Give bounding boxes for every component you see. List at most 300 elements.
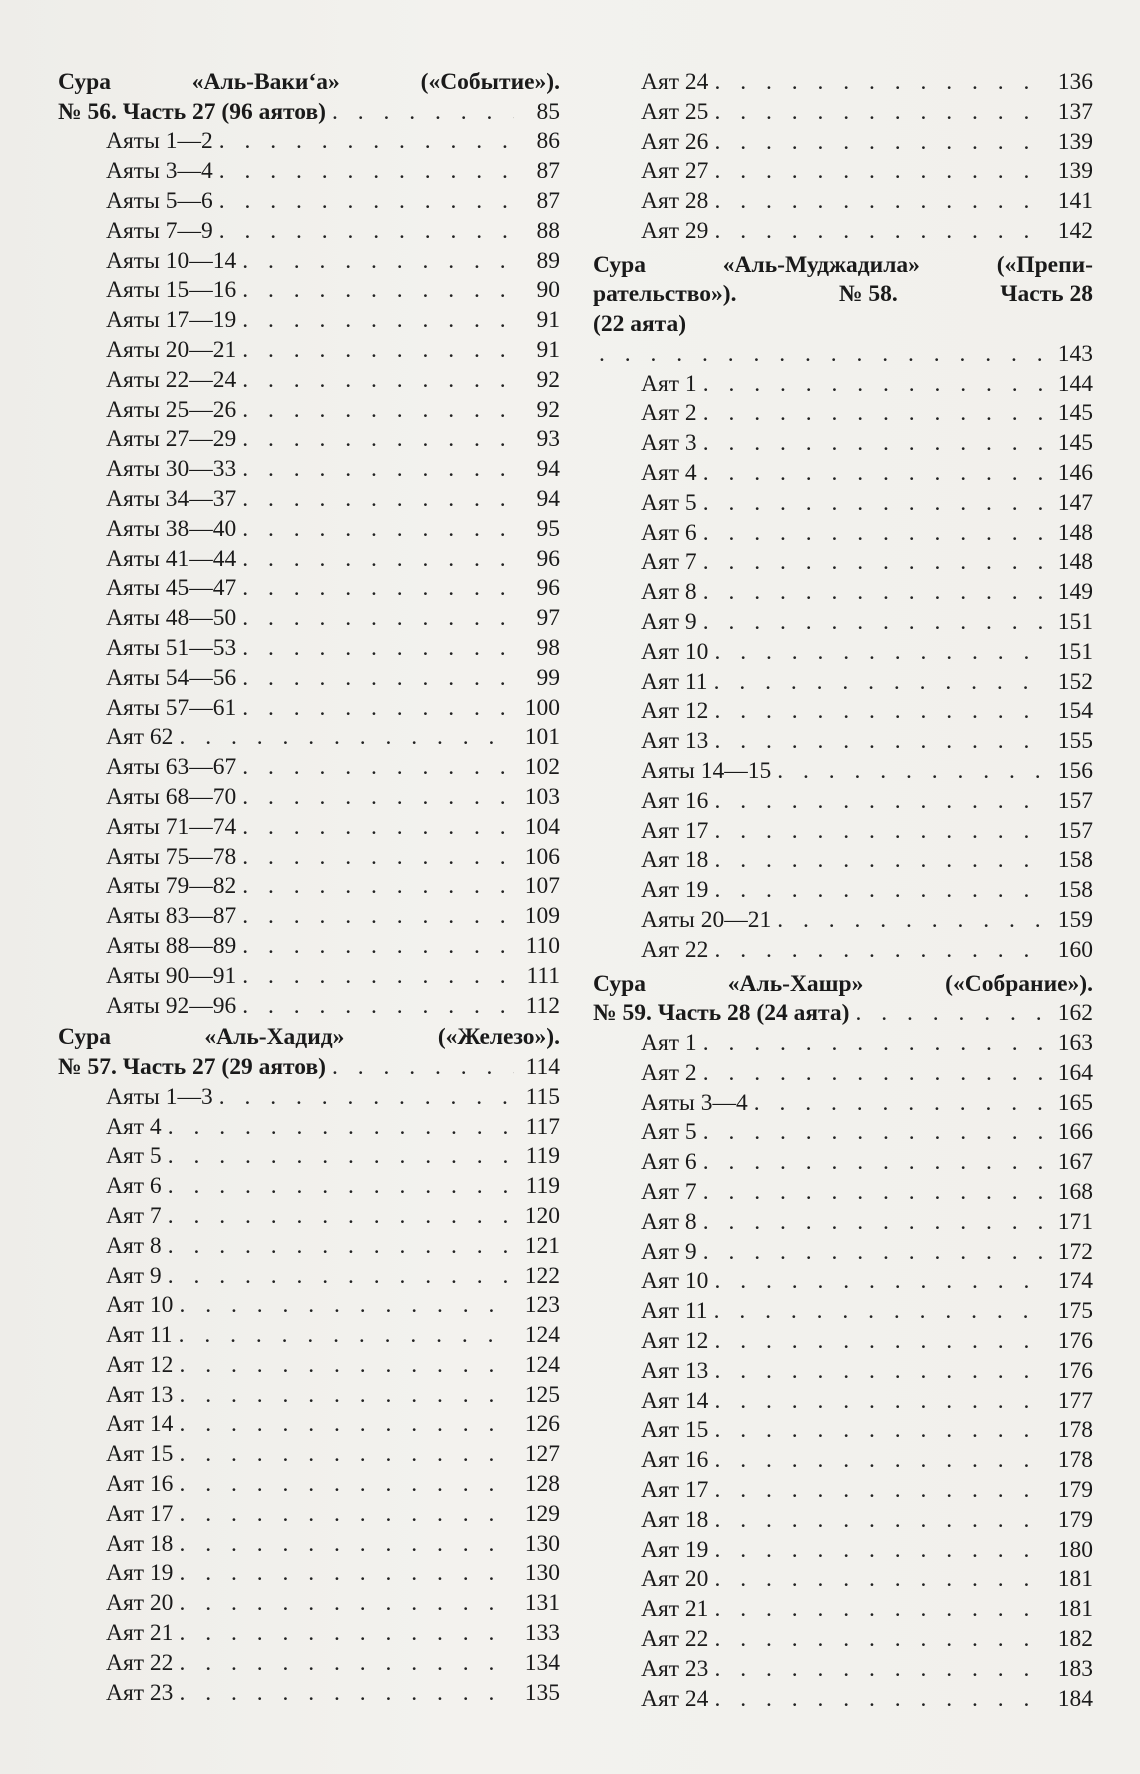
toc-entry-page: 134 [524, 1649, 560, 1676]
toc-entry-page: 92 [536, 396, 560, 423]
dot-leader [714, 1476, 1047, 1506]
toc-entry-page: 97 [536, 605, 560, 632]
dot-leader [714, 217, 1047, 247]
dot-leader [168, 1262, 514, 1292]
toc-entry-label: Аяты 34—37 [106, 485, 237, 512]
toc-entry-page: 125 [524, 1381, 560, 1408]
toc-entry-page: 131 [524, 1590, 560, 1617]
sura-heading-line [593, 280, 1093, 310]
sura-heading-word: «Аль-Хашр» [727, 970, 864, 997]
toc-entry-label: Аят 9 [641, 1238, 697, 1265]
toc-entry [58, 574, 560, 604]
toc-entry [593, 876, 1093, 906]
toc-entry [58, 604, 560, 634]
dot-leader [714, 1416, 1047, 1446]
toc-entry-page: 115 [525, 1083, 560, 1110]
toc-entry [58, 1440, 560, 1470]
dot-leader [714, 727, 1047, 757]
dot-leader [242, 902, 514, 932]
toc-entry-label: Аят 21 [641, 1596, 709, 1623]
toc-entry [593, 489, 1093, 519]
dot-leader [714, 1357, 1047, 1387]
toc-entry [58, 1619, 560, 1649]
toc-entry [58, 127, 560, 157]
toc-entry-page: 95 [536, 515, 560, 542]
toc-entry [58, 1142, 560, 1172]
toc-entry-page: 96 [536, 575, 560, 602]
toc-entry-label: Аят 22 [641, 1625, 709, 1652]
toc-column-right [593, 68, 1093, 1714]
toc-entry [58, 515, 560, 545]
dot-leader [703, 429, 1047, 459]
sura-heading-word: («Собрание»). [945, 970, 1093, 997]
toc-entry-label: Аяты 7—9 [106, 217, 213, 244]
toc-entry [58, 425, 560, 455]
toc-entry [58, 545, 560, 575]
dot-leader [855, 999, 1047, 1029]
toc-entry-page: 166 [1057, 1119, 1093, 1146]
dot-leader [242, 813, 514, 843]
toc-entry-page: 124 [524, 1351, 560, 1378]
dot-leader [332, 98, 514, 128]
toc-entry-page: 179 [1057, 1506, 1093, 1533]
toc-entry [58, 872, 560, 902]
dot-leader [219, 1083, 514, 1113]
toc-entry [593, 1148, 1093, 1178]
dot-leader [714, 1655, 1047, 1685]
toc-entry-label: Аяты 30—33 [106, 456, 237, 483]
toc-column-left [58, 68, 560, 1708]
toc-entry-page: 149 [1057, 579, 1093, 606]
toc-entry-label: Аят 13 [106, 1381, 174, 1408]
toc-entry [58, 1232, 560, 1262]
toc-entry-label: Аят 23 [106, 1679, 174, 1706]
dot-leader [714, 936, 1047, 966]
toc-entry-label: Аят 17 [641, 1476, 709, 1503]
toc-entry [593, 370, 1093, 400]
dot-leader [703, 1148, 1047, 1178]
toc-entry [58, 1202, 560, 1232]
dot-leader [179, 1470, 514, 1500]
dot-leader [179, 1500, 514, 1530]
toc-entry [593, 519, 1093, 549]
toc-entry-label: Аят 14 [106, 1411, 174, 1438]
toc-entry-page: 98 [536, 634, 560, 661]
sura-heading-word: Сура [593, 970, 646, 997]
dot-leader [168, 1142, 514, 1172]
dot-leader [242, 604, 514, 634]
toc-entry-label: Аят 2 [641, 1059, 697, 1086]
toc-entry [58, 1381, 560, 1411]
toc-entry-page: 158 [1057, 847, 1093, 874]
dot-leader [168, 1172, 514, 1202]
toc-entry-label: Аят 19 [641, 877, 709, 904]
dot-leader [714, 68, 1047, 98]
toc-entry-label: Аят 17 [641, 817, 709, 844]
toc-entry [58, 1559, 560, 1589]
toc-entry-label: Аяты 3—4 [641, 1089, 748, 1116]
toc-entry-label: Аяты 48—50 [106, 605, 237, 632]
dot-leader [242, 247, 514, 277]
toc-entry-label: Аяты 20—21 [106, 336, 237, 363]
dot-leader [179, 1649, 514, 1679]
sura-heading-word: № 57. Часть 27 (29 аятов) [58, 1054, 326, 1081]
toc-entry [58, 1321, 560, 1351]
toc-entry-label: Аяты 51—53 [106, 634, 237, 661]
dot-leader [754, 1089, 1047, 1119]
toc-entry-label: Аят 3 [641, 430, 697, 457]
toc-entry-label: Аят 10 [641, 1268, 709, 1295]
toc-entry-label: Аят 28 [641, 188, 709, 215]
toc-entry-label: Аяты 63—67 [106, 754, 237, 781]
dot-leader [242, 396, 514, 426]
dot-leader [714, 1625, 1047, 1655]
dot-leader [714, 876, 1047, 906]
toc-entry [593, 727, 1093, 757]
dot-leader [714, 1446, 1047, 1476]
toc-entry-page: 87 [536, 158, 560, 185]
dot-leader [179, 1321, 514, 1351]
toc-entry [58, 1589, 560, 1619]
toc-entry-label: Аят 13 [641, 1357, 709, 1384]
toc-entry-page: 92 [536, 366, 560, 393]
toc-entry [593, 429, 1093, 459]
toc-entry-page: 176 [1057, 1357, 1093, 1384]
toc-entry [58, 1172, 560, 1202]
toc-entry-page: 175 [1057, 1298, 1093, 1325]
dot-leader [179, 1410, 514, 1440]
toc-entry [593, 668, 1093, 698]
toc-entry [58, 783, 560, 813]
dot-leader [714, 1327, 1047, 1357]
toc-entry-label: Аят 11 [106, 1322, 173, 1349]
toc-entry-label: Аяты 15—16 [106, 277, 237, 304]
toc-entry [593, 757, 1093, 787]
dot-leader [703, 399, 1047, 429]
dot-leader [179, 1381, 514, 1411]
dot-leader [703, 608, 1047, 638]
dot-leader [714, 98, 1047, 128]
sura-heading-page: 143 [1057, 340, 1093, 367]
dot-leader [242, 664, 514, 694]
toc-entry-page: 159 [1057, 907, 1093, 934]
toc-entry-label: Аят 9 [641, 609, 697, 636]
toc-entry [593, 638, 1093, 668]
toc-entry-page: 181 [1057, 1596, 1093, 1623]
toc-entry [593, 548, 1093, 578]
toc-entry-page: 94 [536, 485, 560, 512]
toc-entry-page: 88 [536, 217, 560, 244]
toc-entry-label: Аят 6 [106, 1173, 162, 1200]
dot-leader [242, 545, 514, 575]
toc-entry [58, 962, 560, 992]
dot-leader [714, 1536, 1047, 1566]
toc-entry [593, 1685, 1093, 1715]
sura-heading-page: 162 [1057, 1000, 1093, 1027]
toc-entry-page: 117 [525, 1113, 560, 1140]
toc-entry-page: 141 [1057, 188, 1093, 215]
toc-entry-page: 107 [524, 873, 560, 900]
toc-entry-page: 89 [536, 247, 560, 274]
toc-entry-page: 100 [524, 694, 560, 721]
toc-entry-page: 145 [1057, 400, 1093, 427]
toc-entry-label: Аят 5 [641, 1119, 697, 1146]
toc-entry-page: 129 [524, 1500, 560, 1527]
dot-leader [714, 1565, 1047, 1595]
toc-entry-page: 145 [1057, 430, 1093, 457]
toc-entry-page: 174 [1057, 1268, 1093, 1295]
toc-entry [58, 843, 560, 873]
toc-entry-page: 121 [524, 1232, 560, 1259]
dot-leader [219, 157, 514, 187]
toc-entry-page: 123 [524, 1292, 560, 1319]
toc-entry-label: Аяты 83—87 [106, 903, 237, 930]
toc-entry-label: Аят 20 [106, 1590, 174, 1617]
toc-entry [593, 459, 1093, 489]
toc-entry [593, 1357, 1093, 1387]
toc-entry [593, 68, 1093, 98]
toc-entry-label: Аят 1 [641, 370, 697, 397]
toc-entry-page: 120 [524, 1202, 560, 1229]
toc-entry-label: Аят 15 [641, 1417, 709, 1444]
toc-entry [58, 902, 560, 932]
toc-entry-page: 133 [524, 1620, 560, 1647]
toc-entry-page: 130 [524, 1530, 560, 1557]
toc-entry [593, 936, 1093, 966]
sura-heading-word: («Железо»). [437, 1024, 560, 1051]
sura-heading-word: «Аль-Ваки‘а» [191, 69, 340, 95]
dot-leader [168, 1202, 514, 1232]
toc-entry-page: 139 [1057, 158, 1093, 185]
dot-leader [242, 992, 514, 1022]
toc-entry [593, 217, 1093, 247]
toc-entry-page: 119 [525, 1173, 560, 1200]
dot-leader [242, 753, 514, 783]
toc-entry-page: 139 [1057, 128, 1093, 155]
dot-leader [332, 1053, 514, 1083]
dot-leader [179, 1589, 514, 1619]
toc-entry [58, 306, 560, 336]
toc-entry-label: Аят 2 [641, 400, 697, 427]
dot-leader [242, 455, 514, 485]
toc-entry-label: Аят 21 [106, 1620, 174, 1647]
dot-leader [703, 519, 1047, 549]
toc-entry [58, 1113, 560, 1143]
toc-entry-page: 148 [1057, 549, 1093, 576]
toc-entry [58, 1410, 560, 1440]
toc-entry-label: Аят 1 [641, 1030, 697, 1057]
toc-entry-label: Аят 23 [641, 1655, 709, 1682]
dot-leader [714, 1387, 1047, 1417]
toc-entry-label: Аяты 75—78 [106, 843, 237, 870]
toc-entry [593, 608, 1093, 638]
dot-leader [179, 723, 514, 753]
toc-entry-label: Аят 18 [641, 1506, 709, 1533]
toc-entry [593, 1297, 1093, 1327]
toc-entry [58, 1649, 560, 1679]
sura-heading [593, 970, 1093, 1029]
dot-leader [242, 872, 514, 902]
toc-entry-label: Аят 24 [641, 69, 709, 95]
toc-entry-label: Аяты 3—4 [106, 158, 213, 185]
dot-leader [242, 694, 514, 724]
toc-entry-label: Аяты 41—44 [106, 545, 237, 572]
toc-entry-label: Аят 6 [641, 1149, 697, 1176]
dot-leader [242, 485, 514, 515]
dot-leader [777, 757, 1047, 787]
toc-entry-label: Аяты 92—96 [106, 992, 237, 1019]
toc-entry-page: 104 [524, 813, 560, 840]
toc-entry-label: Аят 10 [106, 1292, 174, 1319]
toc-entry [58, 1470, 560, 1500]
dot-leader [714, 1506, 1047, 1536]
toc-entry-page: 151 [1057, 638, 1093, 665]
sura-heading-word: рательство»). [593, 281, 737, 308]
toc-entry-page: 183 [1057, 1655, 1093, 1682]
toc-entry-page: 90 [536, 277, 560, 304]
toc-entry [593, 399, 1093, 429]
toc-entry-label: Аят 8 [641, 579, 697, 606]
toc-entry-page: 157 [1057, 787, 1093, 814]
toc-entry [593, 1387, 1093, 1417]
dot-leader [242, 783, 514, 813]
toc-entry [593, 697, 1093, 727]
toc-entry-page: 91 [536, 336, 560, 363]
toc-entry-label: Аят 22 [641, 936, 709, 963]
toc-entry [593, 1178, 1093, 1208]
toc-entry [58, 276, 560, 306]
toc-entry-page: 122 [524, 1262, 560, 1289]
toc-entry-label: Аят 29 [641, 217, 709, 244]
toc-entry-page: 126 [524, 1411, 560, 1438]
toc-entry-page: 176 [1057, 1328, 1093, 1354]
toc-entry-label: Аят 26 [641, 128, 709, 155]
dot-leader [219, 217, 514, 247]
toc-entry-page: 111 [526, 962, 560, 989]
sura-heading-word: № 58. [838, 281, 898, 308]
sura-heading-word: «Аль-Муджадила» [722, 251, 920, 278]
dot-leader [168, 1232, 514, 1262]
dot-leader [714, 846, 1047, 876]
toc-entry-label: Аят 7 [641, 1179, 697, 1206]
sura-heading-line [58, 1023, 560, 1053]
toc-entry [593, 1506, 1093, 1536]
sura-heading-line [593, 310, 1093, 340]
toc-entry [593, 1208, 1093, 1238]
sura-heading-word: («Событие»). [420, 69, 560, 95]
sura-heading [58, 68, 560, 127]
toc-entry-label: Аят 16 [641, 1447, 709, 1474]
toc-entry [58, 366, 560, 396]
toc-entry-page: 135 [524, 1679, 560, 1706]
toc-entry-label: Аят 12 [641, 698, 709, 725]
toc-entry [58, 187, 560, 217]
toc-entry-page: 137 [1057, 98, 1093, 125]
toc-entry-label: Аят 8 [106, 1232, 162, 1259]
toc-entry [58, 1530, 560, 1560]
toc-entry-page: 152 [1057, 668, 1093, 695]
toc-entry [58, 664, 560, 694]
dot-leader [703, 1238, 1047, 1268]
dot-leader [714, 1297, 1047, 1327]
toc-entry-label: Аяты 17—19 [106, 307, 237, 334]
toc-entry-page: 160 [1057, 936, 1093, 963]
toc-entry [58, 485, 560, 515]
toc-entry [58, 1291, 560, 1321]
toc-entry-page: 155 [1057, 728, 1093, 755]
sura-heading-line [593, 251, 1093, 281]
toc-entry [593, 578, 1093, 608]
sura-heading-word: («Препи- [996, 251, 1093, 278]
dot-leader [714, 1267, 1047, 1297]
sura-heading-line [593, 999, 1093, 1029]
toc-entry-label: Аят 10 [641, 638, 709, 665]
toc-entry [58, 753, 560, 783]
dot-leader [777, 906, 1047, 936]
dot-leader [714, 638, 1047, 668]
dot-leader [179, 1619, 514, 1649]
toc-entry [58, 1679, 560, 1709]
toc-entry [593, 846, 1093, 876]
toc-entry-label: Аят 7 [641, 549, 697, 576]
toc-entry [58, 396, 560, 426]
toc-entry-label: Аят 14 [641, 1387, 709, 1414]
toc-entry-label: Аяты 14—15 [641, 758, 772, 785]
dot-leader [168, 1113, 514, 1143]
toc-entry-label: Аят 8 [641, 1208, 697, 1235]
toc-entry-label: Аят 18 [106, 1530, 174, 1557]
toc-entry-label: Аят 25 [641, 98, 709, 125]
toc-entry-page: 127 [524, 1441, 560, 1468]
dot-leader [179, 1530, 514, 1560]
toc-entry-label: Аят 13 [641, 728, 709, 755]
dot-leader [714, 157, 1047, 187]
toc-entry-label: Аят 12 [106, 1351, 174, 1378]
dot-leader [242, 962, 514, 992]
toc-entry-page: 177 [1057, 1387, 1093, 1414]
toc-entry-label: Аят 20 [641, 1566, 709, 1593]
sura-heading-line [58, 1053, 560, 1083]
dot-leader [179, 1351, 514, 1381]
toc-entry-page: 163 [1057, 1030, 1093, 1057]
toc-entry-label: Аят 19 [641, 1536, 709, 1563]
toc-entry [58, 932, 560, 962]
dot-leader [703, 1118, 1047, 1148]
dot-leader [242, 634, 514, 664]
toc-entry [58, 247, 560, 277]
dot-leader [703, 1059, 1047, 1089]
toc-entry-label: Аят 9 [106, 1262, 162, 1289]
sura-heading-page: 85 [536, 98, 560, 125]
dot-leader [714, 1685, 1047, 1715]
dot-leader [714, 1595, 1047, 1625]
sura-heading [58, 1023, 560, 1082]
dot-leader [242, 932, 514, 962]
dot-leader [242, 574, 514, 604]
dot-leader [714, 668, 1047, 698]
toc-entry-label: Аят 16 [641, 787, 709, 814]
dot-leader [714, 187, 1047, 217]
toc-entry [593, 1238, 1093, 1268]
toc-entry-label: Аят 4 [641, 460, 697, 487]
toc-entry-page: 119 [525, 1143, 560, 1170]
toc-entry-label: Аят 24 [641, 1685, 709, 1712]
toc-entry-page: 102 [524, 754, 560, 781]
dot-leader [179, 1679, 514, 1709]
sura-heading-line [58, 98, 560, 128]
toc-entry-page: 109 [524, 903, 560, 930]
toc-entry [593, 1565, 1093, 1595]
